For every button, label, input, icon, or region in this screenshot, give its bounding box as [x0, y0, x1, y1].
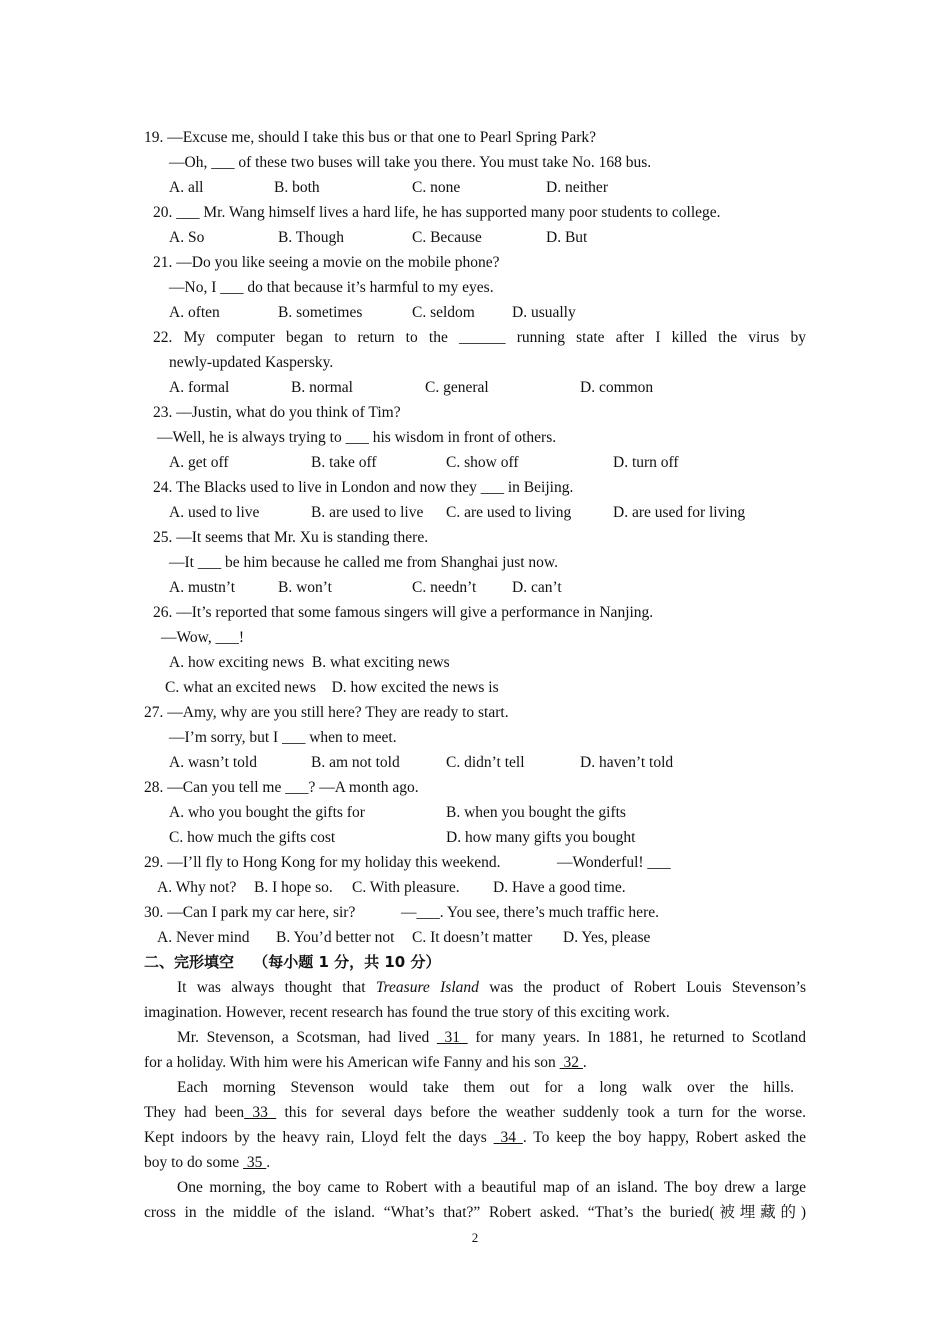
option-c: C. general: [425, 379, 489, 396]
q29-question: [0, 850, 950, 875]
option-b: B. You’d better not: [276, 929, 395, 946]
option-a: A. wasn’t told: [169, 754, 257, 771]
q28-stem: 28. —Can you tell me ___? —A month ago.: [144, 779, 419, 796]
option-c: C. Because: [412, 229, 482, 246]
option-c: C. how much the gifts cost: [169, 829, 336, 846]
passage-line: imagination. However, recent research has found the true story of this exciting work.: [144, 1004, 670, 1021]
q25-stem: 25. —It seems that Mr. Xu is standing there.: [153, 529, 429, 546]
q27-stem: 27. —Amy, why are you still here? They are ready to start.: [144, 704, 509, 721]
q23-reply: —Well, he is always trying to ___ his wisdom in front of others.: [157, 429, 557, 446]
option-d: D. neither: [546, 179, 608, 196]
option-b: B. when you bought the gifts: [446, 804, 626, 821]
q28-options-row2: [0, 825, 950, 850]
q30-options: [0, 925, 950, 950]
option-d: D. But: [546, 229, 588, 246]
option-d: D. are used for living: [613, 504, 746, 521]
q21-stem: 21. —Do you like seeing a movie on the mobile phone?: [153, 254, 500, 271]
q24-options: [0, 500, 950, 525]
option-c: C. seldom: [412, 304, 475, 321]
option-b: B. I hope so.: [254, 879, 333, 896]
q19-stem: 19. —Excuse me, should I take this bus or that one to Pearl Spring Park?: [144, 129, 597, 146]
q26-options-line2: C. what an excited news D. how excited the news is: [165, 679, 499, 696]
option-d: D. Have a good time.: [493, 879, 626, 896]
blank-32: 32: [559, 1054, 583, 1071]
option-a: A. get off: [169, 454, 229, 471]
option-a: A. Never mind: [157, 929, 250, 946]
option-c: C. It doesn’t matter: [412, 929, 533, 946]
passage-line: Mr. Stevenson, a Scotsman, had lived 31 for many years. In 1881, he returned to Scotland: [177, 1029, 806, 1046]
option-a: A. who you bought the gifts for: [169, 804, 365, 821]
q30-question: [0, 900, 950, 925]
q19-reply: —Oh, ___ of these two buses will take you there. You must take No. 168 bus.: [169, 154, 652, 171]
q22-stem: 22. My computer began to return to the ______ running state after I killed the virus by: [153, 329, 806, 346]
q29-options: [0, 875, 950, 900]
passage-line: They had been 33 this for several days before the weather suddenly took a turn for the worse.: [144, 1104, 806, 1121]
passage-line: for a holiday. With him were his American wife Fanny and his son 32 .: [144, 1054, 587, 1071]
blank-34: 34: [493, 1129, 523, 1146]
q20-stem: 20. ___ Mr. Wang himself lives a hard life, he has supported many poor students to college.: [153, 204, 721, 221]
option-a: A. often: [169, 304, 220, 321]
book-title: Treasure Island: [375, 979, 479, 996]
option-a: A. Why not?: [157, 879, 237, 896]
passage-line: It was always thought that Treasure Island was the product of Robert Louis Stevenson’s: [177, 979, 806, 996]
option-a: A. all: [169, 179, 204, 196]
blank-33: 33: [244, 1104, 277, 1121]
option-d: D. can’t: [512, 579, 562, 596]
option-d: D. how many gifts you bought: [446, 829, 636, 846]
q20-options: [0, 225, 950, 250]
section-title: 二、完形填空: [144, 953, 235, 971]
option-b: B. take off: [311, 454, 377, 471]
option-c: C. none: [412, 179, 461, 196]
option-a: A. formal: [169, 379, 230, 396]
option-d: D. usually: [512, 304, 576, 321]
q30-stem: 30. —Can I park my car here, sir?: [144, 904, 356, 921]
q29-reply: —Wonderful! ___: [557, 854, 671, 871]
passage-line: cross in the middle of the island. “What’s that?” Robert asked. “That’s the buried(被埋藏的): [144, 1204, 806, 1221]
option-c: C. didn’t tell: [446, 754, 525, 771]
section-note: （每小题 1 分，共 10 分）: [253, 953, 441, 971]
option-b: B. won’t: [278, 579, 332, 596]
option-d: D. common: [580, 379, 654, 396]
blank-35: 35: [243, 1154, 267, 1171]
option-b: B. normal: [291, 379, 353, 396]
q30-reply: —___. You see, there’s much traffic here.: [401, 904, 659, 921]
option-c: C. With pleasure.: [352, 879, 460, 896]
q25-reply: —It ___ be him because he called me from Shanghai just now.: [169, 554, 558, 571]
q26-stem: 26. —It’s reported that some famous singers will give a performance in Nanjing.: [153, 604, 654, 621]
blank-31: 31: [436, 1029, 468, 1046]
option-a: A. used to live: [169, 504, 260, 521]
q26-options-line1: A. how exciting news B. what exciting news: [169, 654, 450, 671]
passage-line: boy to do some 35 .: [144, 1154, 271, 1171]
option-c: C. show off: [446, 454, 519, 471]
option-b: B. are used to live: [311, 504, 424, 521]
option-a: A. mustn’t: [169, 579, 236, 596]
option-b: B. am not told: [311, 754, 400, 771]
passage-line: Each morning Stevenson would take them out for a long walk over the hills.: [177, 1079, 794, 1096]
option-a: A. So: [169, 229, 205, 246]
option-c: C. are used to living: [446, 504, 572, 521]
section-heading: [144, 950, 440, 975]
q21-reply: —No, I ___ do that because it’s harmful to my eyes.: [169, 279, 494, 296]
q19-options: [0, 175, 950, 200]
q26-reply: —Wow, ___!: [161, 629, 244, 646]
passage-line: Kept indoors by the heavy rain, Lloyd felt the days 34 . To keep the boy happy, Robert asked the: [144, 1129, 807, 1146]
q27-options: [0, 750, 950, 775]
q29-stem: 29. —I’ll fly to Hong Kong for my holiday this weekend.: [144, 854, 501, 871]
option-c: C. needn’t: [412, 579, 477, 596]
q22-options: [0, 375, 950, 400]
option-d: D. Yes, please: [563, 929, 651, 946]
q24-stem: 24. The Blacks used to live in London and now they ___ in Beijing.: [153, 479, 574, 496]
q27-reply: —I’m sorry, but I ___ when to meet.: [169, 729, 397, 746]
option-b: B. both: [274, 179, 320, 196]
q28-options-row1: [0, 800, 950, 825]
option-d: D. turn off: [613, 454, 679, 471]
option-d: D. haven’t told: [580, 754, 674, 771]
passage-line: One morning, the boy came to Robert with a beautiful map of an island. The boy drew a large: [177, 1179, 806, 1196]
option-b: B. sometimes: [278, 304, 363, 321]
q22-stem-continued: newly-updated Kaspersky.: [169, 354, 334, 371]
q23-options: [0, 450, 950, 475]
q21-options: [0, 300, 950, 325]
page-number: 2: [471, 1230, 479, 1245]
option-b: B. Though: [278, 229, 345, 246]
q23-stem: 23. —Justin, what do you think of Tim?: [153, 404, 401, 421]
q25-options: [0, 575, 950, 600]
